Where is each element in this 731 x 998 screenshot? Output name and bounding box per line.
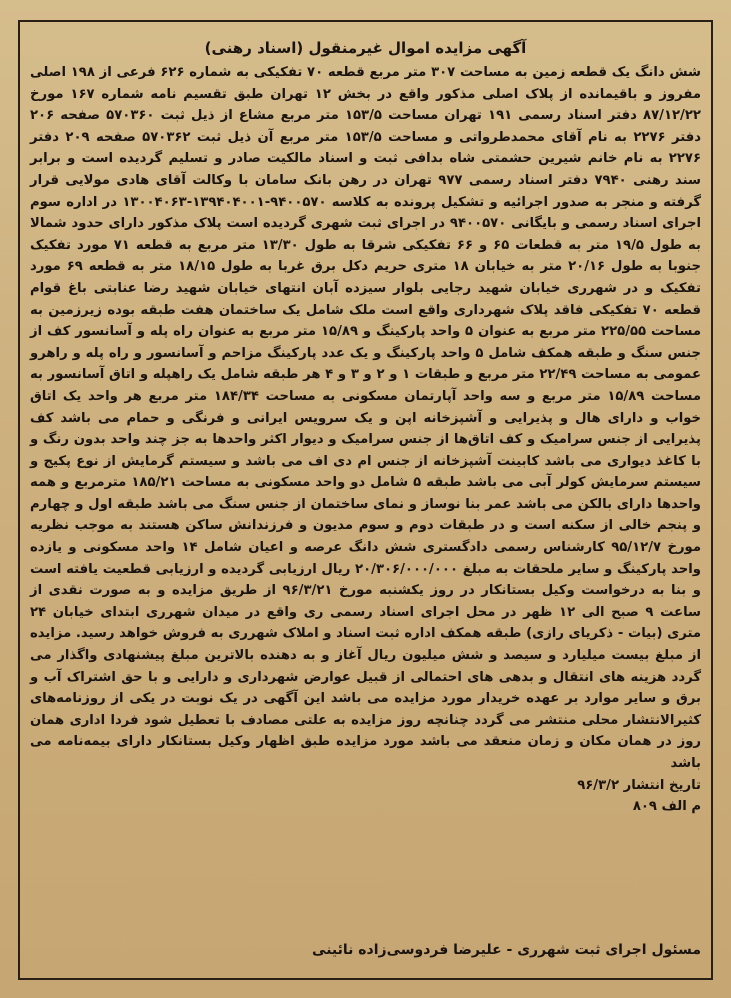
notice-content	[30, 38, 701, 818]
reference-code: م الف ۸۰۹	[632, 799, 701, 815]
notice-body: شش دانگ یک قطعه زمین به مساحت ۳۰۷ متر مربع قطعه ۷۰ تفکیکی به شماره ۶۲۶ فرعی از ۱۹۸ اصلی مفروز و باقیمانده از پلاک اصلی مذکور واقع در بخش ۱۲ تهران طبق تقسیم نامه شماره ۱۶۷ مورخ ۸۷/۱۲/۲۲ دفتر اسناد رسمی ۱۹۱ تهران مساحت ۱۵۳/۵ متر مربع مشاع از ذیل ثبت ۵۷۰۳۶۰ صفحه ۲۰۶ دفتر ۲۲۷۶ به نام آقای محمدطرواتی و مساحت ۱۵۳/۵ متر مربع آن ذیل ثبت ۵۷۰۳۶۲ صفحه ۲۰۹ دفتر ۲۲۷۶ به نام خانم شیرین حشمتی شاه بدافی ثبت و اسناد مالکیت صادر و تسلیم گردیده است و برابر سند رهنی ۷۹۴۰ دفتر اسناد رسمی ۹۷۷ تهران در رهن بانک سامان با وکالت آقای هادی مولایی قرار گرفته و منجر به صدور اجرائیه و تشکیل پرونده به کلاسه ۹۴۰۰۵۷۰-۱۳۹۴۰۴۰۰۱-۱۳۰۰۴۰۶۳ در اداره سوم اجرای اسناد رسمی و بایگانی ۹۴۰۰۵۷۰ در اجرای ثبت شهری گردیده است پلاک مذکور دارای حدود شمالا به طول ۱۹/۵ متر به قطعات ۶۵ و ۶۶ تفکیکی شرقا به طول ۱۳/۳۰ متر مربع به قطعه ۷۱ مورد تفکیک جنوبا به طول ۲۰/۱۶ متر به خیابان ۱۸ متری حریم دکل برق غربا به طول ۱۸/۱۵ متر به قطعه ۶۹ مورد تفکیک و در شهرری خیابان شهید رجایی بلوار سیزده آبان انتهای خیابان شهید رضا عنابتی باغ قوام قطعه ۷۰ تفکیکی فاقد پلاک شهرداری واقع است ملک شامل یک ساختمان هفت طبقه بوده زیرزمین به مساحت ۲۲۵/۵۵ متر مربع به عنوان ۵ واحد پارکینگ و ۱۵/۸۹ متر مربع به عنوان راه پله و آسانسور کف از جنس سنگ و طبقه همکف شامل ۵ واحد پارکینگ و یک عدد پارکینگ مزاحم و آسانسور و راه پله و راهرو عمومی به مساحت ۲۲/۴۹ متر مربع و طبقات ۱ و ۲ و ۳ و ۴ هر طبقه شامل یک راهپله و اتاق آسانسور به مساحت ۱۵/۸۹ متر مربع و سه واحد آپارتمان مسکونی به مساحت ۱۸۴/۳۴ متر مربع هر واحد یک اتاق خواب و دارای هال و پذیرایی و آشپزخانه اپن و یک سرویس ایرانی و فرنگی و حمام می باشد کف پذیرایی از جنس سرامیک و کف اتاق‌ها از جنس سرامیک و دیوار اکثر واحدها به جز چند واحد بدون رنگ و با کاغذ دیواری می باشد کابینت آشپزخانه از جنس ام دی اف می باشد و سیستم گرمایش از نوع پکیج و سیستم سرمایش کولر آبی می باشد طبقه ۵ شامل دو واحد مسکونی به مساحت ۱۸۵/۲۱ مترمربع و همه واحدها دارای بالکن می باشد عمر بنا نوساز و نمای ساختمان از جنس سنگ می باشد طبقه اول و چهارم و پنجم خالی از سکنه است و در طبقات دوم و سوم مدیون و فرزندانش ساکن هستند به موجب نظریه مورخ ۹۵/۱۲/۷ کارشناس رسمی دادگستری شش دانگ عرصه و اعیان شامل ۱۴ واحد مسکونی و یازده واحد پارکینگ و سایر ملحقات به مبلغ ۲۰/۳۰۶/۰۰۰/۰۰۰ ریال ارزیابی گردیده و ارزیابی قطعیت یافته است و بنا به درخواست وکیل بستانکار در روز یکشنبه مورخ ۹۶/۳/۲۱ از طریق مزایده و به صورت نقدی از ساعت ۹ صبح الی ۱۲ ظهر در محل اجرای اسناد رسمی ری واقع در میدان شهرری ابتدای خیابان ۲۴ متری (بیات - ذکریای رازی) طبقه همکف اداره ثبت اسناد و املاک شهرری به فروش خواهد رسید. مزایده از مبلغ بیست میلیارد و سیصد و شش میلیون ریال آغاز و به دهنده بالاترین مبلغ پیشنهادی واگذار می گردد هزینه های انتقال و بدهی های احتمالی از قبیل عوارض شهرداری و دارایی و با حق اشتراک آب و برق و سایر موارد بر عهده خریدار مورد مزایده می باشد این آگهی در یک نوبت در یکی از روزنامه‌های کثیرالانتشار محلی منتشر می گردد چنانچه روز مزایده به علتی مصادف با تعطیل شود فردا اداری همان روز در همان مکان و زمان منعقد می باشد مورد مزایده طبق اظهار وکیل بستانکار دارای بیمه‌نامه می باشد	[30, 65, 702, 771]
signature-line: مسئول اجرای ثبت شهرری - علیرضا فردوسی‌زاده نائینی	[312, 942, 701, 958]
publish-date: تاریخ انتشار ۹۶/۳/۲	[577, 777, 701, 793]
notice-title: آگهی مزایده اموال غیرمنقول (اسناد رهنی)	[204, 39, 527, 57]
